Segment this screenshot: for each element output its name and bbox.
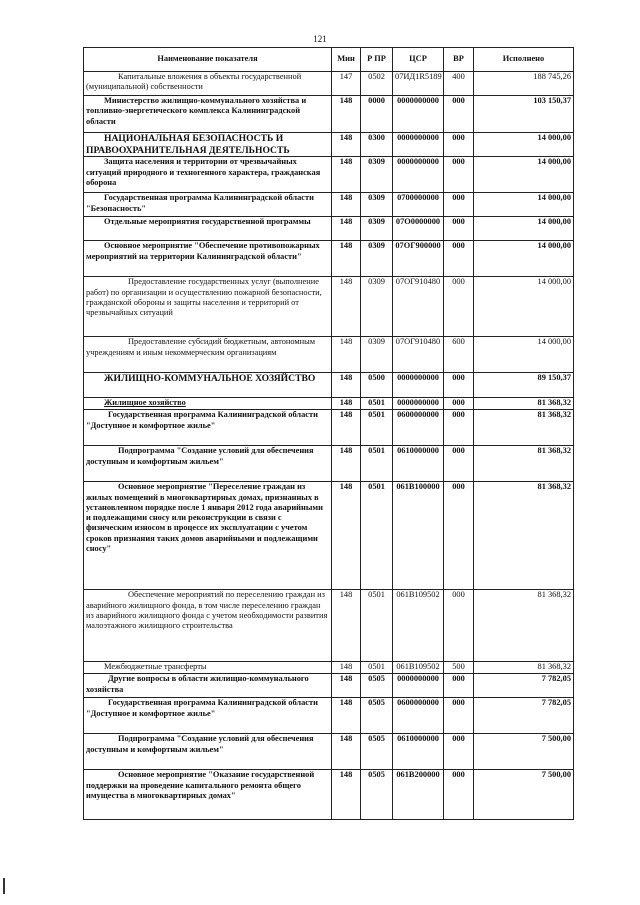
row-name: Предоставление государственных услуг (выполнение работ) по организации и осуществлению пожарной безопасности, гражданской обороны и защиты населения и территорий от чрезвычайных ситуаций [84,277,332,337]
row-name: НАЦИОНАЛЬНАЯ БЕЗОПАСНОСТЬ И ПРАВООХРАНИТЕЛЬНАЯ ДЕЯТЕЛЬНОСТЬ [84,133,332,157]
page-number: 121 [313,34,327,44]
table-row [84,662,574,674]
row-name: Основное мероприятие "Переселение граждан из жилых помещений в многоквартирных домах, признанных в установленном порядке после 1 января 2012 года аварийными и подлежащими сносу или реконструкции в связи с физическим износом в процессе их эксплуатации с учетом сроков признания таких домов аварийными и подлежащими сносу" [84,482,332,590]
row-rpr: 0505 [361,698,393,734]
row-rpr: 0309 [361,217,393,241]
table-row [84,277,574,337]
row-value: 7 782,05 [474,698,574,734]
row-rpr: 0300 [361,133,393,157]
row-min: 148 [332,193,361,217]
row-rpr: 0505 [361,734,393,770]
table-row [84,734,574,770]
table-row [84,193,574,217]
row-value: 81 368,32 [474,398,574,410]
row-rpr: 0505 [361,674,393,698]
row-rpr: 0309 [361,193,393,217]
row-name: Министерство жилищно-коммунального хозяйства и топливно-энергетического комплекса Калининградской области [84,96,332,133]
row-name: Основное мероприятие "Обеспечение противопожарных мероприятий на территории Калининградской области" [84,241,332,277]
row-min: 148 [332,446,361,482]
row-csr: 07OГ910480 [393,337,444,373]
row-name: Обеспечение мероприятий по переселению граждан из аварийного жилищного фонда, в том числе переселению граждан из аварийного жилищного фонда с учетом необходимости развития малоэтажного жилищного строительства [84,590,332,662]
row-vr: 000 [444,277,474,337]
table-row [84,698,574,734]
row-min: 148 [332,410,361,446]
row-name: Государственная программа Калининградской области "Доступное и комфортное жилье" [84,410,332,446]
row-value: 7 500,00 [474,770,574,820]
row-csr: 0000000000 [393,96,444,133]
row-min: 148 [332,373,361,398]
budget-table [83,47,574,820]
row-csr: 0610000000 [393,734,444,770]
row-rpr: 0501 [361,398,393,410]
row-vr: 000 [444,96,474,133]
row-value: 81 368,32 [474,446,574,482]
row-vr: 000 [444,241,474,277]
row-value: 81 368,32 [474,662,574,674]
table-row [84,133,574,157]
row-vr: 000 [444,590,474,662]
row-csr: 0000000000 [393,398,444,410]
table-row [84,217,574,241]
row-rpr: 0505 [361,770,393,820]
row-name: Основное мероприятие "Оказание государственной поддержки на проведение капитального ремонта общего имущества в многоквартирных домах" [84,770,332,820]
row-min: 148 [332,217,361,241]
scan-margin-mark [3,878,5,894]
row-csr: 061B109502 [393,590,444,662]
table-header-row [84,48,574,72]
row-rpr: 0502 [361,72,393,96]
row-vr: 000 [444,373,474,398]
row-value: 103 150,37 [474,96,574,133]
row-vr: 000 [444,734,474,770]
row-vr: 500 [444,662,474,674]
row-csr: 061B109502 [393,662,444,674]
row-min: 148 [332,662,361,674]
row-csr: 0000000000 [393,373,444,398]
row-vr: 600 [444,337,474,373]
row-name: Капитальные вложения в объекты государственной (муниципальной) собственности [84,72,332,96]
row-csr: 0000000000 [393,157,444,193]
row-name: Подпрограмма "Создание условий для обеспечения доступным и комфортным жильем" [84,446,332,482]
row-rpr: 0501 [361,410,393,446]
row-rpr: 0309 [361,337,393,373]
row-name: Межбюджетные трансферты [84,662,332,674]
row-min: 148 [332,241,361,277]
row-vr: 000 [444,674,474,698]
row-vr: 000 [444,770,474,820]
row-rpr: 0500 [361,373,393,398]
row-name: Защита населения и территории от чрезвычайных ситуаций природного и техногенного характера, гражданская оборона [84,157,332,193]
row-csr: 061B100000 [393,482,444,590]
col-header-csr: ЦСР [393,48,444,72]
row-vr: 000 [444,446,474,482]
row-name: Другие вопросы в области жилищно-коммунального хозяйства [84,674,332,698]
row-rpr: 0501 [361,590,393,662]
table-row [84,373,574,398]
row-min: 148 [332,734,361,770]
row-value: 14 000,00 [474,337,574,373]
row-csr: 0600000000 [393,410,444,446]
row-value: 81 368,32 [474,590,574,662]
table-row [84,72,574,96]
row-vr: 000 [444,133,474,157]
row-vr: 000 [444,217,474,241]
row-min: 148 [332,277,361,337]
row-min: 148 [332,698,361,734]
row-vr: 000 [444,193,474,217]
row-value: 81 368,32 [474,410,574,446]
row-value: 14 000,00 [474,241,574,277]
row-value: 188 745,26 [474,72,574,96]
row-name: Государственная программа Калининградской области "Безопасность" [84,193,332,217]
row-rpr: 0309 [361,277,393,337]
row-min: 148 [332,96,361,133]
row-csr: 07OГ900000 [393,241,444,277]
row-value: 14 000,00 [474,277,574,337]
row-vr: 000 [444,410,474,446]
row-value: 7 500,00 [474,734,574,770]
row-value: 14 000,00 [474,157,574,193]
row-min: 147 [332,72,361,96]
row-value: 7 782,05 [474,674,574,698]
row-min: 148 [332,482,361,590]
row-name: Предоставление субсидий бюджетным, автономным учреждениям и иным некоммерческим организациям [84,337,332,373]
row-name: Жилищное хозяйство [84,398,332,410]
row-rpr: 0501 [361,482,393,590]
row-rpr: 0501 [361,662,393,674]
row-min: 148 [332,398,361,410]
row-min: 148 [332,337,361,373]
table-row [84,337,574,373]
row-csr: 0000000000 [393,133,444,157]
col-header-rpr: Р ПР [361,48,393,72]
table-row [84,590,574,662]
row-csr: 07O0000000 [393,217,444,241]
row-name: Подпрограмма "Создание условий для обеспечения доступным и комфортным жильем" [84,734,332,770]
row-csr: 0000000000 [393,674,444,698]
col-header-name: Наименование показателя [84,48,332,72]
row-rpr: 0309 [361,157,393,193]
row-value: 14 000,00 [474,217,574,241]
row-value: 14 000,00 [474,133,574,157]
row-min: 148 [332,133,361,157]
row-csr: 0600000000 [393,698,444,734]
row-vr: 000 [444,698,474,734]
row-min: 148 [332,590,361,662]
table-row [84,96,574,133]
table-row [84,398,574,410]
row-vr: 000 [444,157,474,193]
row-vr: 400 [444,72,474,96]
table-row [84,157,574,193]
row-vr: 000 [444,482,474,590]
row-csr: 0610000000 [393,446,444,482]
row-rpr: 0000 [361,96,393,133]
row-csr: 061B200000 [393,770,444,820]
col-header-min: Мин [332,48,361,72]
row-name: ЖИЛИЩНО-КОММУНАЛЬНОЕ ХОЗЯЙСТВО [84,373,332,398]
col-header-vr: ВР [444,48,474,72]
row-rpr: 0309 [361,241,393,277]
row-vr: 000 [444,398,474,410]
row-min: 148 [332,770,361,820]
table-row [84,674,574,698]
table-row [84,482,574,590]
table-row [84,241,574,277]
row-csr: 0700000000 [393,193,444,217]
table-row [84,770,574,820]
table-row [84,446,574,482]
row-min: 148 [332,157,361,193]
row-value: 89 150,37 [474,373,574,398]
col-header-value: Исполнено [474,48,574,72]
row-name: Отдельные мероприятия государственной программы [84,217,332,241]
row-value: 81 368,32 [474,482,574,590]
row-value: 14 000,00 [474,193,574,217]
row-rpr: 0501 [361,446,393,482]
table-row [84,410,574,446]
row-csr: 07OГ910480 [393,277,444,337]
row-name: Государственная программа Калининградской области "Доступное и комфортное жилье" [84,698,332,734]
row-min: 148 [332,674,361,698]
row-csr: 07ИД1R5189 [393,72,444,96]
